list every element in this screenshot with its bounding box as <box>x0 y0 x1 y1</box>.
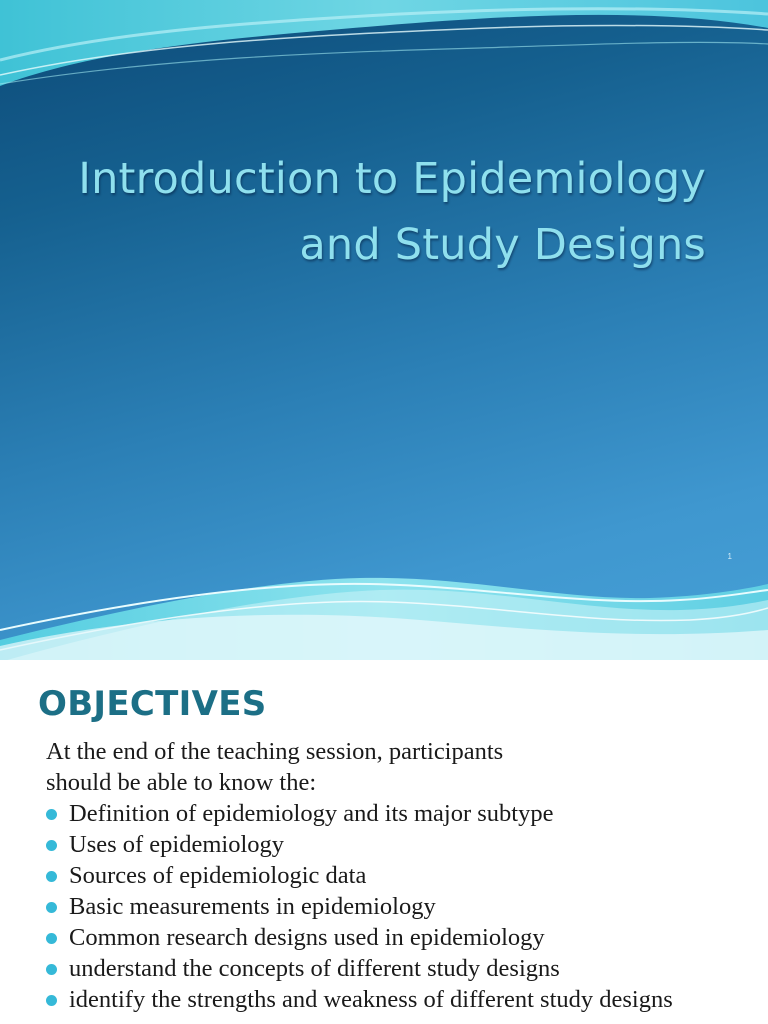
list-item-text: Definition of epidemiology and its major subtype <box>69 800 554 827</box>
intro-line-2: should be able to know the: <box>46 769 317 796</box>
list-item <box>46 829 746 860</box>
bullet-dot-icon <box>46 902 57 913</box>
list-item-text: Uses of epidemiology <box>69 831 285 858</box>
slide-title <box>26 146 706 278</box>
list-item-text: Basic measurements in epidemiology <box>69 893 436 920</box>
list-item-text: identify the strengths and weakness of different study designs <box>69 986 673 1013</box>
objectives-slide <box>0 660 768 1024</box>
list-item <box>46 891 746 922</box>
bullet-dot-icon <box>46 840 57 851</box>
bullet-dot-icon <box>46 933 57 944</box>
list-item-text: Sources of epidemiologic data <box>69 862 367 889</box>
bullet-dot-icon <box>46 809 57 820</box>
title-line-1: Introduction to Epidemiology <box>78 154 706 204</box>
bullet-dot-icon <box>46 995 57 1006</box>
objectives-list <box>46 798 746 1015</box>
list-item <box>46 798 746 829</box>
list-item <box>46 984 746 1015</box>
intro-line-1: At the end of the teaching session, participants <box>46 738 504 765</box>
bullet-dot-icon <box>46 871 57 882</box>
list-item <box>46 953 746 984</box>
list-item-text: understand the concepts of different study designs <box>69 955 560 982</box>
list-item <box>46 922 746 953</box>
slide-number: 1 <box>727 552 732 561</box>
bullet-dot-icon <box>46 964 57 975</box>
list-item <box>46 860 746 891</box>
list-item-text: Common research designs used in epidemiology <box>69 924 545 951</box>
intro-text <box>46 736 686 798</box>
title-line-2: and Study Designs <box>299 220 706 270</box>
objectives-heading: OBJECTIVES <box>38 684 267 724</box>
